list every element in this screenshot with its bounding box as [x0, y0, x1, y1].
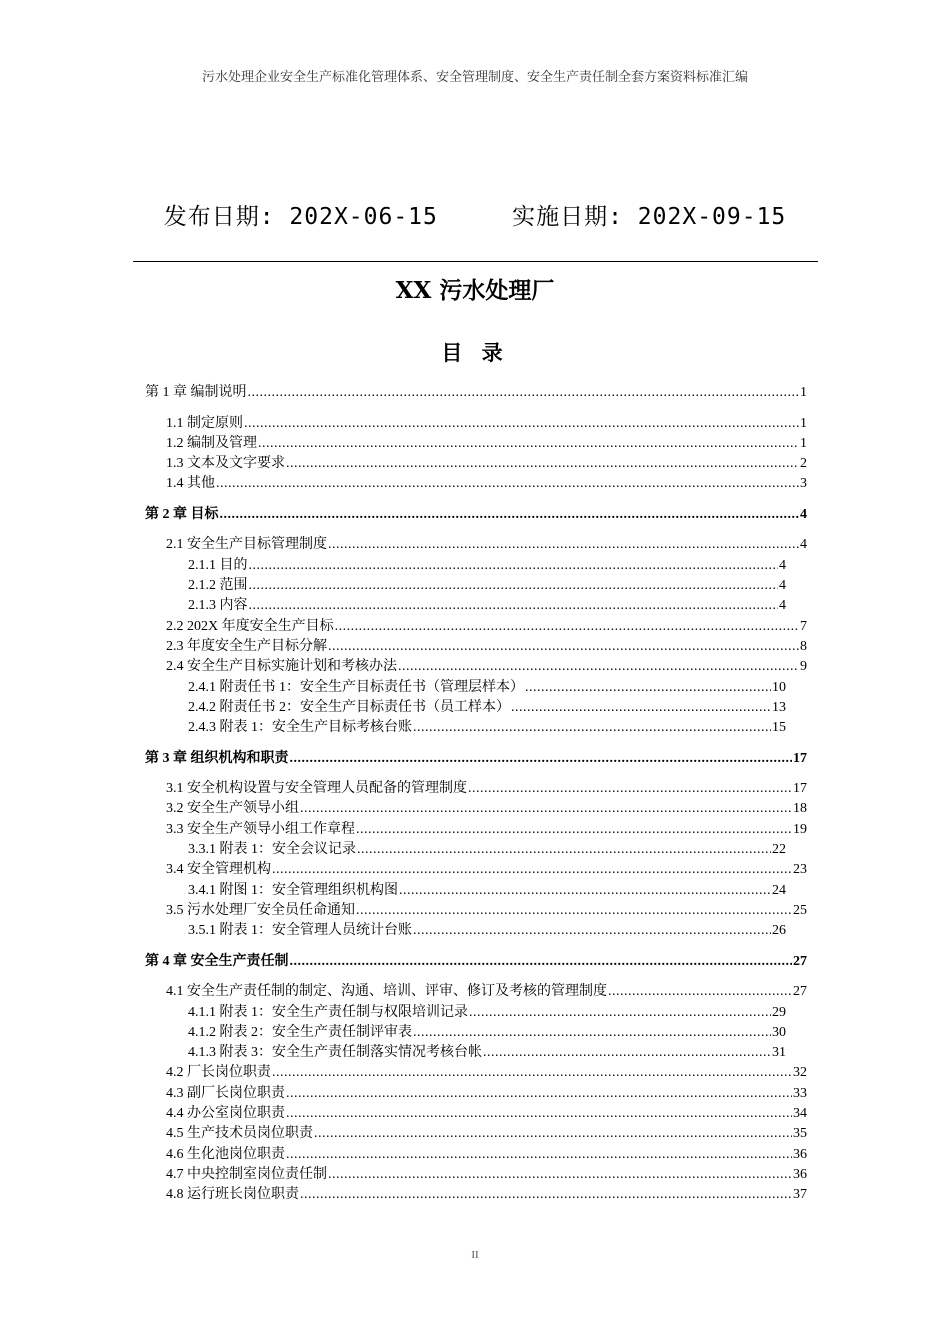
- toc-entry-page: 37: [793, 1187, 807, 1203]
- toc-entry-label: 3.4 安全管理机构: [166, 862, 271, 878]
- toc-entry-page: 8: [800, 638, 807, 654]
- toc-leader-dots: [290, 749, 793, 769]
- toc-leader-dots: [468, 779, 792, 799]
- toc-entry[interactable]: [166, 454, 807, 474]
- toc-entry-page: 17: [793, 750, 807, 766]
- toc-leader-dots: [335, 617, 799, 637]
- toc-leader-dots: [272, 860, 792, 880]
- toc-entry-label: 3.3.1 附表 1：安全会议记录: [188, 842, 356, 857]
- toc-entry-label: 4.2 厂长岗位职责: [166, 1065, 271, 1081]
- toc-entry[interactable]: [166, 414, 807, 434]
- toc-entry-label: 第 1 章 编制说明: [145, 385, 247, 400]
- toc-entry-page: 24: [772, 882, 786, 898]
- toc-entry[interactable]: [166, 1104, 807, 1124]
- toc-entry-label: 4.1.3 附表 3：安全生产责任制落实情况考核台帐: [188, 1045, 482, 1061]
- toc-leader-dots: [249, 596, 779, 616]
- toc-entry-label: 4.3 副厂长岗位职责: [166, 1085, 285, 1101]
- toc-entry[interactable]: [166, 1084, 807, 1104]
- toc-entry-page: 1: [800, 385, 807, 400]
- toc-entry-page: 18: [793, 801, 807, 817]
- company-name: XX 污水处理厂: [395, 277, 555, 304]
- toc-entry-page: 4: [800, 506, 807, 522]
- toc-leader-dots: [608, 982, 792, 1002]
- toc-entry[interactable]: [166, 474, 807, 494]
- toc-entry-page: 9: [800, 659, 807, 675]
- toc-entry[interactable]: [188, 678, 786, 698]
- toc-entry-label: 1.2 编制及管理: [166, 435, 257, 451]
- toc-entry-page: 15: [772, 720, 786, 736]
- toc-leader-dots: [398, 657, 799, 677]
- toc-entry-label: 4.1 安全生产责任制的制定、沟通、培训、评审、修订及考核的管理制度: [166, 984, 607, 1000]
- toc-entry[interactable]: [166, 860, 807, 880]
- toc-entry[interactable]: [188, 596, 786, 616]
- toc-entry-page: 1: [800, 415, 807, 431]
- toc-entry[interactable]: [166, 1063, 807, 1083]
- toc-entry-page: 17: [793, 781, 807, 797]
- toc-entry-label: 4.5 生产技术员岗位职责: [166, 1126, 313, 1142]
- toc-leader-dots: [272, 1063, 792, 1083]
- toc-entry-page: 36: [793, 1146, 807, 1162]
- page-number: II: [471, 1249, 479, 1261]
- toc-entry-label: 4.6 生化池岗位职责: [166, 1146, 285, 1162]
- toc-entry[interactable]: [188, 698, 786, 718]
- toc-entry[interactable]: [166, 901, 807, 921]
- toc-entry-page: 31: [772, 1045, 786, 1061]
- toc-title: 目 录: [441, 340, 509, 365]
- toc-leader-dots: [286, 1145, 792, 1165]
- toc-entry[interactable]: [166, 1145, 807, 1165]
- toc-entry[interactable]: [188, 718, 786, 738]
- toc-entry-page: 22: [772, 842, 786, 857]
- toc-entry-label: 2.4.1 附责任书 1：安全生产目标责任书（管理层样本）: [188, 679, 524, 695]
- toc-leader-dots: [399, 881, 771, 901]
- toc-leader-dots: [220, 505, 800, 525]
- toc-leader-dots: [469, 1003, 771, 1023]
- toc-entry[interactable]: [188, 840, 786, 860]
- dates-line: 发布日期: 202X-06-15 实施日期: 202X-09-15: [163, 204, 787, 230]
- toc-chapter-entry[interactable]: [145, 383, 807, 403]
- toc-entry-label: 3.3 安全生产领导小组工作章程: [166, 821, 355, 837]
- toc-leader-dots: [216, 474, 799, 494]
- toc-entry-label: 2.3 年度安全生产目标分解: [166, 638, 327, 654]
- toc-entry[interactable]: [166, 1165, 807, 1185]
- toc-entry[interactable]: [166, 820, 807, 840]
- toc-leader-dots: [328, 1165, 792, 1185]
- toc-entry-page: 26: [772, 923, 786, 939]
- toc-entry-label: 2.1.2 范围: [188, 578, 248, 593]
- toc-leader-dots: [249, 576, 779, 596]
- toc-entry-page: 4: [779, 598, 786, 614]
- toc-entry[interactable]: [166, 1185, 807, 1205]
- toc-chapter-entry[interactable]: [145, 505, 807, 525]
- toc-entry-page: 35: [793, 1126, 807, 1142]
- toc-entry-page: 27: [793, 984, 807, 1000]
- toc-leader-dots: [286, 454, 799, 474]
- toc-leader-dots: [357, 840, 771, 860]
- toc-leader-dots: [314, 1124, 792, 1144]
- toc-entry[interactable]: [188, 1023, 786, 1043]
- toc-entry-label: 3.4.1 附图 1：安全管理组织机构图: [188, 882, 398, 898]
- toc-entry-label: 4.1.1 附表 1：安全生产责任制与权限培训记录: [188, 1004, 468, 1020]
- toc-entry-label: 4.1.2 附表 2：安全生产责任制评审表: [188, 1024, 412, 1040]
- toc-entry[interactable]: [188, 921, 786, 941]
- toc-leader-dots: [286, 1084, 792, 1104]
- toc-leader-dots: [258, 434, 799, 454]
- toc-entry-label: 3.2 安全生产领导小组: [166, 801, 299, 817]
- toc-leader-dots: [356, 820, 792, 840]
- toc-entry[interactable]: [166, 637, 807, 657]
- divider-rule: [133, 261, 818, 262]
- toc-entry-page: 2: [800, 456, 807, 472]
- toc-entry-label: 3.5 污水处理厂安全员任命通知: [166, 902, 355, 918]
- toc-leader-dots: [356, 901, 792, 921]
- running-header: 污水处理企业安全生产标准化管理体系、安全管理制度、安全生产责任制全套方案资料标准汇编: [201, 70, 748, 85]
- toc-entry[interactable]: [188, 1003, 786, 1023]
- toc-entry-page: 36: [793, 1166, 807, 1182]
- toc-entry-page: 4: [800, 537, 807, 553]
- toc-entry-page: 34: [793, 1106, 807, 1121]
- toc-entry-label: 第 4 章 安全生产责任制: [145, 953, 289, 969]
- toc-entry-label: 2.1.1 目的: [188, 557, 248, 573]
- toc-entry-page: 3: [800, 476, 807, 492]
- toc-entry-label: 2.1.3 内容: [188, 598, 248, 614]
- toc-entry[interactable]: [166, 535, 807, 555]
- toc-entry[interactable]: [188, 881, 786, 901]
- toc-entry[interactable]: [188, 576, 786, 596]
- toc-entry-page: 1: [800, 435, 807, 451]
- toc-entry-label: 2.1 安全生产目标管理制度: [166, 537, 327, 553]
- toc-entry[interactable]: [166, 1124, 807, 1144]
- toc-leader-dots: [328, 637, 799, 657]
- toc-leader-dots: [300, 1185, 792, 1205]
- toc-entry-label: 2.4.3 附表 1：安全生产目标考核台账: [188, 720, 412, 736]
- toc-entry[interactable]: [166, 779, 807, 799]
- toc-entry-label: 1.3 文本及文字要求: [166, 456, 285, 472]
- toc-entry-page: 30: [772, 1024, 786, 1040]
- toc-entry-label: 1.4 其他: [166, 476, 215, 492]
- toc-entry-label: 第 3 章 组织机构和职责: [145, 750, 289, 766]
- toc-entry-page: 19: [793, 821, 807, 837]
- toc-entry-page: 33: [793, 1085, 807, 1101]
- toc-entry[interactable]: [188, 556, 786, 576]
- toc-entry-label: 1.1 制定原则: [166, 415, 243, 431]
- toc-leader-dots: [249, 556, 779, 576]
- toc-leader-dots: [511, 698, 771, 718]
- toc-entry-page: 10: [772, 679, 786, 695]
- toc-entry-label: 2.2 202X 年度安全生产目标: [166, 618, 334, 634]
- toc-entry-label: 3.5.1 附表 1：安全管理人员统计台账: [188, 923, 412, 939]
- toc-leader-dots: [525, 678, 771, 698]
- toc-entry-page: 13: [772, 699, 786, 715]
- toc-entry[interactable]: [166, 617, 807, 637]
- toc-entry-page: 4: [779, 578, 786, 593]
- toc-entry-page: 7: [800, 618, 807, 634]
- toc-entry[interactable]: [166, 799, 807, 819]
- toc-entry-label: 4.4 办公室岗位职责: [166, 1106, 285, 1121]
- toc-entry-page: 23: [793, 862, 807, 878]
- toc-entry-page: 25: [793, 902, 807, 918]
- toc-entry-label: 第 2 章 目标: [145, 506, 219, 522]
- toc-leader-dots: [286, 1104, 792, 1124]
- toc-leader-dots: [328, 535, 799, 555]
- toc-leader-dots: [300, 799, 792, 819]
- toc-entry-page: 29: [772, 1004, 786, 1020]
- toc-entry[interactable]: [166, 434, 807, 454]
- toc-entry-label: 4.8 运行班长岗位职责: [166, 1187, 299, 1203]
- toc-entry-label: 2.4.2 附责任书 2：安全生产目标责任书（员工样本）: [188, 699, 510, 715]
- toc-chapter-entry[interactable]: [145, 952, 807, 972]
- toc-entry-label: 3.1 安全机构设置与安全管理人员配备的管理制度: [166, 781, 467, 797]
- toc-leader-dots: [413, 1023, 771, 1043]
- toc-entry-page: 4: [779, 557, 786, 573]
- toc-chapter-entry[interactable]: [145, 749, 807, 769]
- toc-entry[interactable]: [166, 982, 807, 1002]
- toc-entry-label: 4.7 中央控制室岗位责任制: [166, 1166, 327, 1182]
- toc-leader-dots: [244, 414, 799, 434]
- toc-entry[interactable]: [188, 1043, 786, 1063]
- toc-leader-dots: [413, 921, 771, 941]
- toc-entry-page: 32: [793, 1065, 807, 1081]
- toc-entry-label: 2.4 安全生产目标实施计划和考核办法: [166, 659, 397, 675]
- toc-leader-dots: [248, 383, 800, 403]
- toc-leader-dots: [483, 1043, 771, 1063]
- toc-leader-dots: [413, 718, 771, 738]
- toc-entry-page: 27: [793, 953, 807, 969]
- toc-entry[interactable]: [166, 657, 807, 677]
- toc-leader-dots: [290, 952, 793, 972]
